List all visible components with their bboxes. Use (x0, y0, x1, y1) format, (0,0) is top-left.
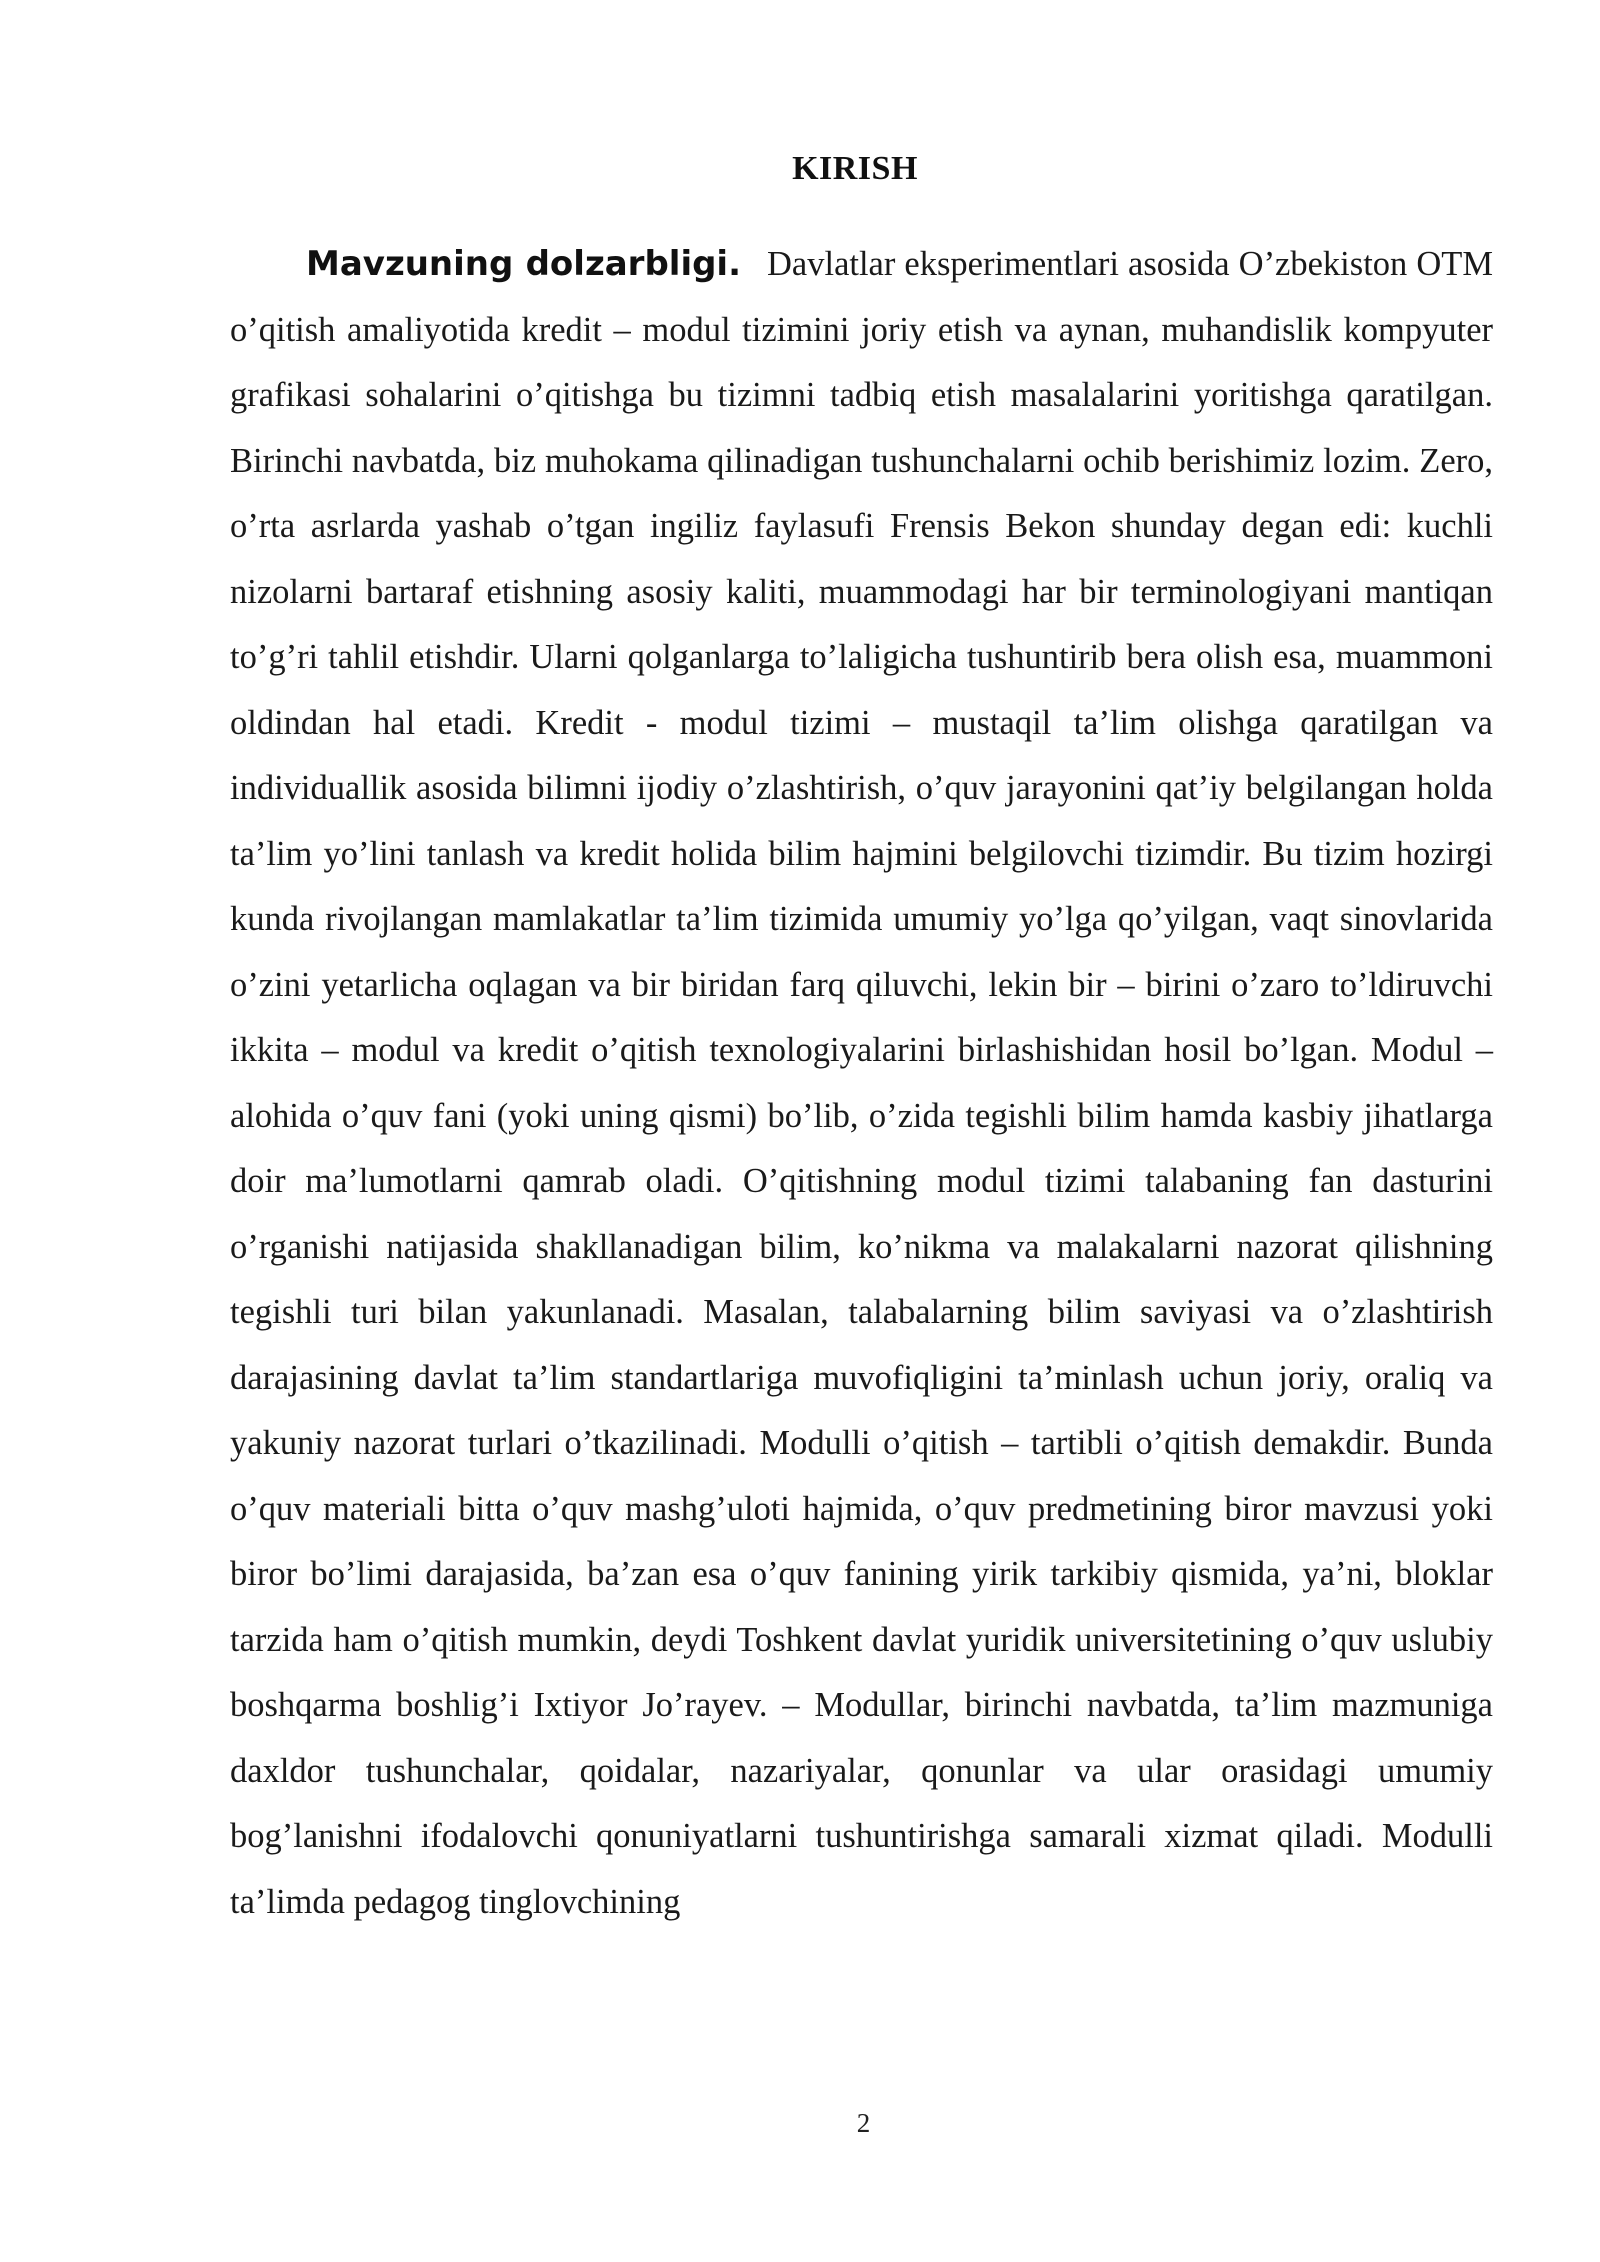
lead-phrase: Mavzuning dolzarbligi. (306, 244, 742, 284)
body-paragraph (230, 232, 1493, 1935)
paragraph-text: Davlatlar eksperimentlari asosida O’zbekiston OTM o’qitish amaliyotida kredit – modul tizimini joriy etish va aynan, muhandislik kompyuter grafikasi sohalarini o’qitishga bu tizimni tadbiq etish masalalarini yoritishga qaratilgan. Birinchi navbatda, biz muhokama qilinadigan tushunchalarni ochib berishimiz lozim. Zero, o’rta asrlarda yashab o’tgan ingiliz faylasufi Frensis Bekon shunday degan edi: kuchli nizolarni bartaraf etishning asosiy kaliti, muammodagi har bir terminologiyani mantiqan to’g’ri tahlil etishdir. Ularni qolganlarga to’laligicha tushuntirib bera olish esa, muammoni oldindan hal etadi. Kredit - modul tizimi – mustaqil ta’lim olishga qaratilgan va individuallik asosida bilimni ijodiy o’zlashtirish, o’quv jarayonini qat’iy belgilangan holda ta’lim yo’lini tanlash va kredit holida bilim hajmini belgilovchi tizimdir. Bu tizim hozirgi kunda rivojlangan mamlakatlar ta’lim tizimida umumiy yo’lga qo’yilgan, vaqt sinovlarida o’zini yetarlicha oqlagan va bir biridan farq qiluvchi, lekin bir – birini o’zaro to’ldiruvchi ikkita – modul va kredit o’qitish texnologiyalarini birlashishidan hosil bo’lgan. Modul – alohida o’quv fani (yoki uning qismi) bo’lib, o’zida tegishli bilim hamda kasbiy jihatlarga doir ma’lumotlarni qamrab oladi. O’qitishning modul tizimi talabaning fan dasturini o’rganishi natijasida shakllanadigan bilim, ko’nikma va malakalarni nazorat qilishning tegishli turi bilan yakunlanadi. Masalan, talabalarning bilim saviyasi va o’zlashtirish darajasining davlat ta’lim standartlariga muvofiqligini ta’minlash uchun joriy, oraliq va yakuniy nazorat turlari o’tkazilinadi. Modulli o’qitish – tartibli o’qitish demakdir. Bunda o’quv materiali bitta o’quv mashg’uloti hajmida, o’quv predmetining biror mavzusi yoki biror bo’limi darajasida, ba’zan esa o’quv fanining yirik tarkibiy qismida, ya’ni, bloklar tarzida ham o’qitish mumkin, deydi Toshkent davlat yuridik universitetining o’quv uslubiy boshqarma boshlig’i Ixtiyor Jo’rayev. – Modullar, birinchi navbatda, ta’lim mazmuniga daxldor tushunchalar, qoidalar, nazariyalar, qonunlar va ular orasidagi umumiy bog’lanishni ifodalovchi qonuniyatlarni tushuntirishga samarali xizmat qiladi. Modulli ta’limda pedagog tinglovchining (230, 245, 1493, 1921)
page-number: 2 (856, 2108, 871, 2138)
section-heading: KIRISH (792, 150, 918, 187)
